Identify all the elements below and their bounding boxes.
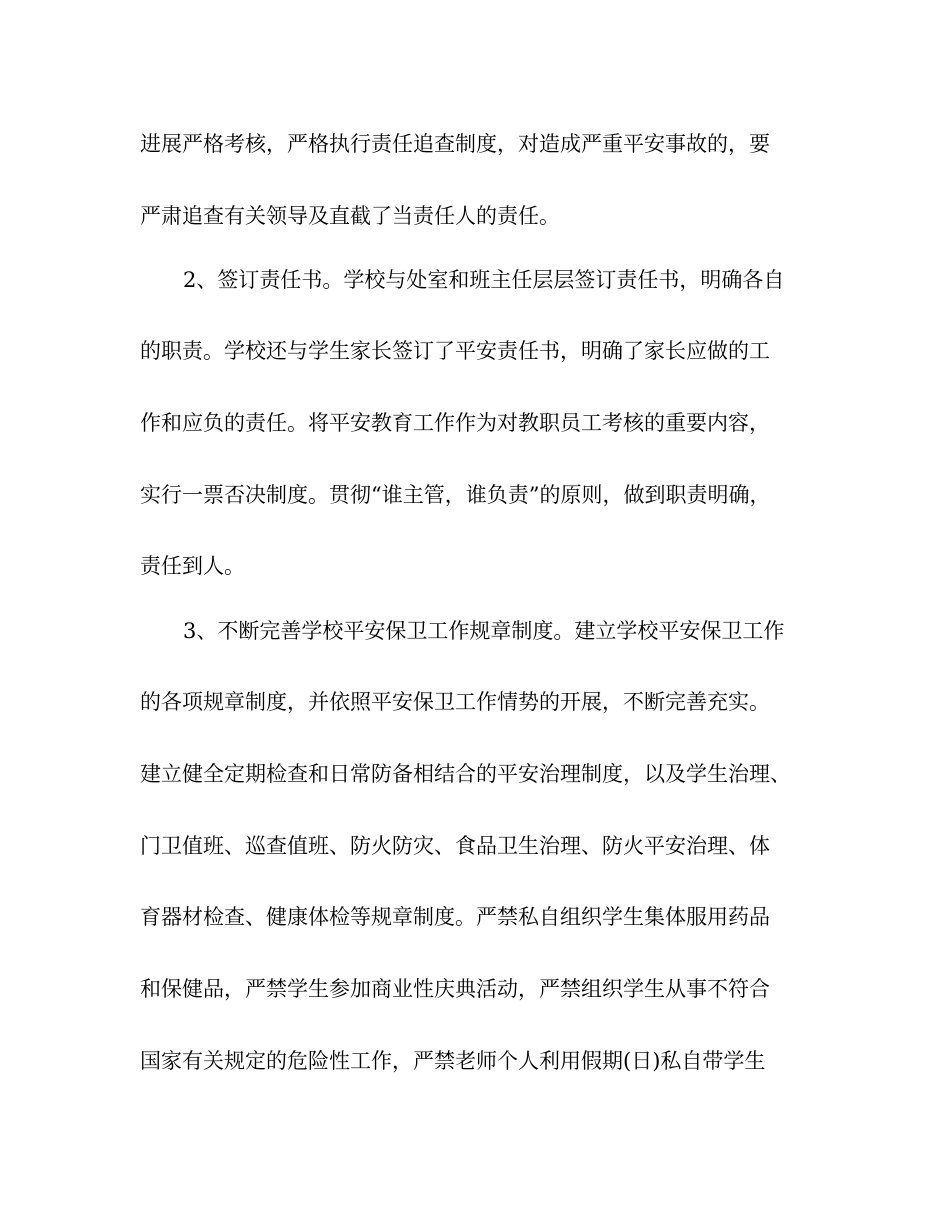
text-line: 进展严格考核，严格执行责任追查制度，对造成严重平安事故的，要 xyxy=(140,132,770,156)
text-line: 严肃追查有关领导及直截了当责任人的责任。 xyxy=(140,204,560,228)
paragraph-start-line: 3、不断完善学校平安保卫工作规章制度。建立学校平安保卫工作 xyxy=(183,619,785,643)
text-line: 建立健全定期检查和日常防备相结合的平安治理制度，以及学生治理、 xyxy=(140,762,791,786)
text-line: 门卫值班、巡查值班、防火防灾、食品卫生治理、防火平安治理、体 xyxy=(140,834,770,858)
text-line: 责任到人。 xyxy=(140,554,245,578)
text-line: 的职责。学校还与学生家长签订了平安责任书，明确了家长应做的工 xyxy=(140,339,770,363)
text-line: 和保健品，严禁学生参加商业性庆典活动，严禁组织学生从事不符合 xyxy=(140,977,770,1001)
text-line: 的各项规章制度，并依照平安保卫工作情势的开展，不断完善充实。 xyxy=(140,690,770,714)
text-line: 育器材检查、健康体检等规章制度。严禁私自组织学生集体服用药品 xyxy=(140,905,770,929)
text-line: 实行一票否决制度。贯彻“谁主管，谁负责”的原则，做到职责明确， xyxy=(140,483,771,507)
text-line: 国家有关规定的危险性工作，严禁老师个人利用假期(日)私自带学生 xyxy=(140,1049,766,1073)
paragraph-start-line: 2、签订责任书。学校与处室和班主任层层签订责任书，明确各自 xyxy=(183,268,785,292)
text-line: 作和应负的责任。将平安教育工作作为对教职员工考核的重要内容， xyxy=(140,411,770,435)
